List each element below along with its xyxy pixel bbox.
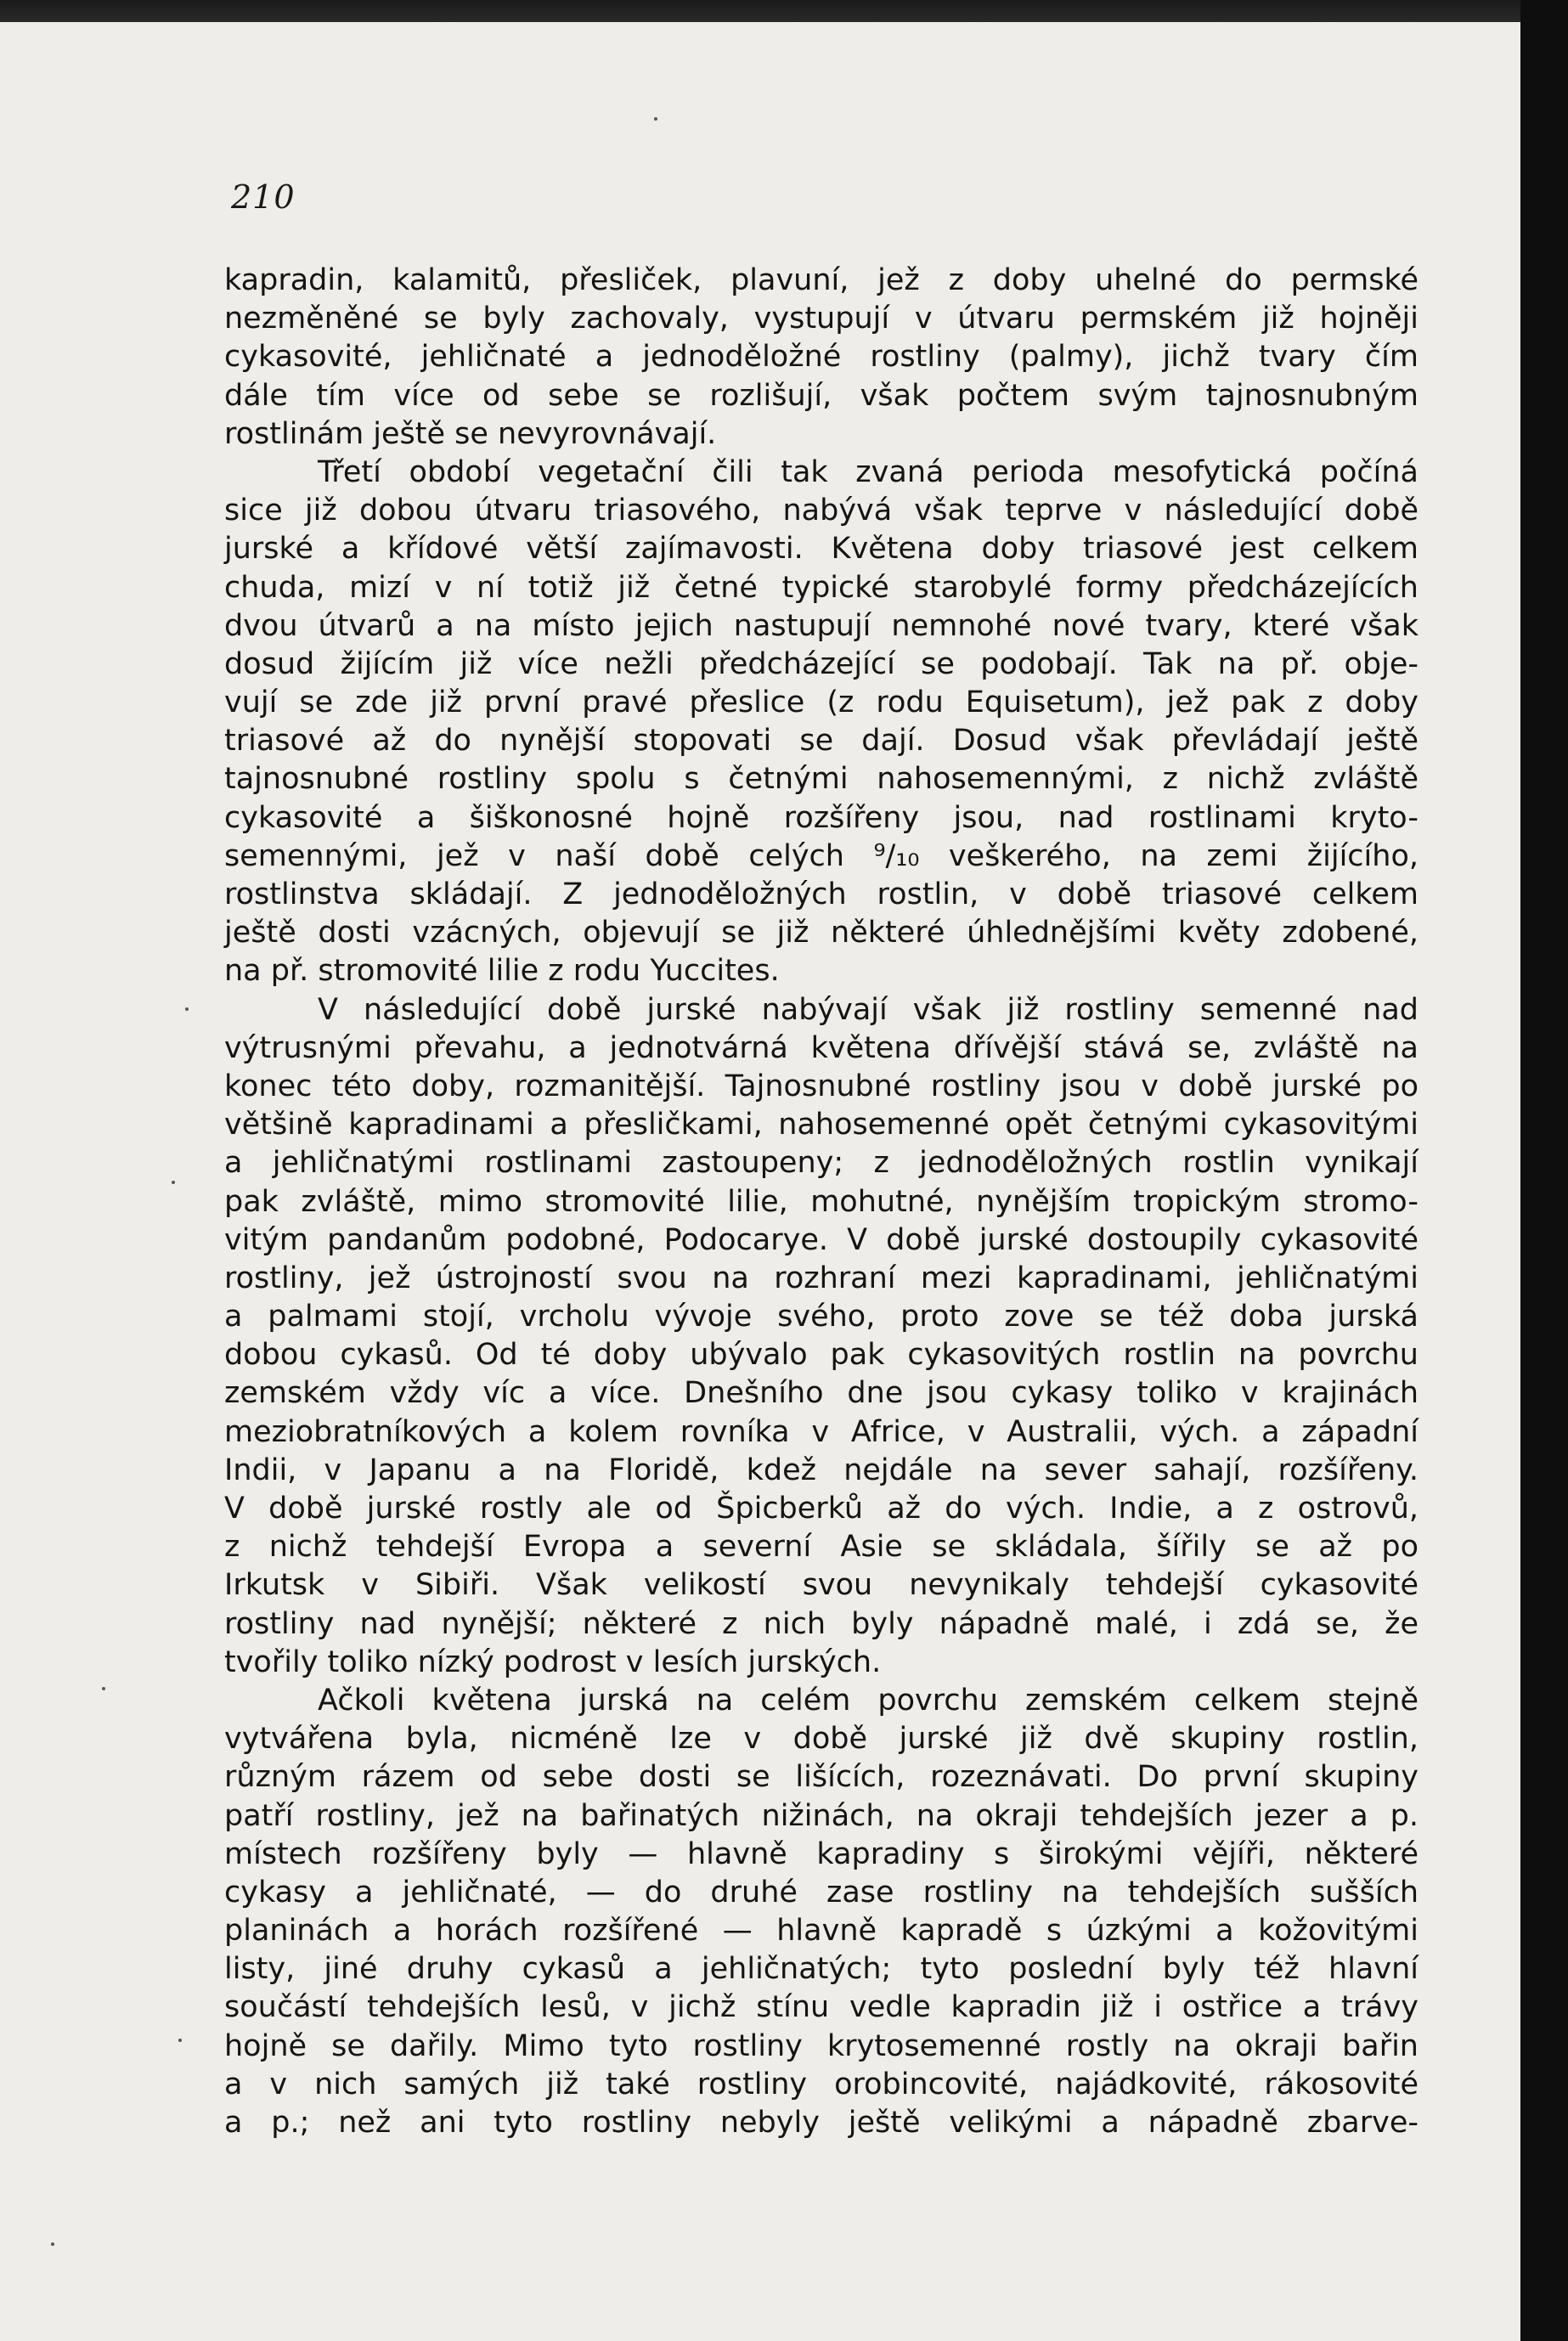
text-line: dosud žijícím již více nežli předcházející se podobají. Tak na př. obje- <box>224 646 1419 681</box>
text-line: listy, jiné druhy cykasů a jehličnatých; tyto poslední byly též hlavní <box>224 1952 1419 1987</box>
text-line: rostlinstva skládají. Z jednoděložných rostlin, v době triasové celkem <box>224 877 1419 911</box>
text-line: ještě dosti vzácných, objevují se již některé úhlednějšími květy zdobené, <box>224 916 1419 951</box>
text-line: hojně se dařily. Mimo tyto rostliny krytosemenné rostly na okraji bařin <box>224 2028 1419 2063</box>
text-line: z nichž tehdejší Evropa a severní Asie se skládala, šířily se až po <box>224 1530 1419 1565</box>
text-line: cykasy a jehličnaté, — do druhé zase rostliny na tehdejších sušších <box>224 1875 1419 1909</box>
text-line: různým rázem od sebe dosti se lišících, rozeznávati. Do první skupiny <box>224 1760 1419 1795</box>
text-line: sice již dobou útvaru triasového, nabývá však teprve v následující době <box>224 494 1419 528</box>
text-line: místech rozšířeny byly — hlavně kapradiny s širokými vějíři, některé <box>224 1836 1419 1871</box>
text-line: cykasovité, jehličnaté a jednoděložné rostliny (palmy), jichž tvary čím <box>224 340 1419 375</box>
text-line: Irkutsk v Sibiři. Však velikostí svou nevynikaly tehdejší cykasovité <box>224 1568 1419 1603</box>
text-line: většině kapradinami a přesličkami, nahosemenné opět četnými cykasovitými <box>224 1108 1419 1142</box>
text-line: konec této doby, rozmanitější. Tajnosnubné rostliny jsou v době jurské po <box>224 1069 1419 1103</box>
text-line: a palmami stojí, vrcholu vývoje svého, proto zove se též doba jurská <box>224 1300 1419 1334</box>
text-line: triasové až do nynější stopovati se dají. Dosud však převládají ještě <box>224 724 1419 759</box>
text-line: Třetí období vegetační čili tak zvaná perioda mesofytická počíná <box>318 454 1419 489</box>
scan-top-edge <box>0 0 1568 22</box>
text-line: rostlinám ještě se nevyrovnávají. <box>224 416 717 451</box>
text-line: a p.; než ani tyto rostliny nebyly ještě velikými a nápadně zbarve- <box>224 2106 1419 2140</box>
text-line: zemském vždy víc a více. Dnešního dne jsou cykasy toliko v krajinách <box>224 1376 1419 1411</box>
text-line: cykasovité a šiškonosné hojně rozšířeny jsou, nad rostlinami kryto- <box>224 800 1419 835</box>
text-line: výtrusnými převahu, a jednotvárná květena dřívější stává se, zvláště na <box>224 1030 1419 1065</box>
text-line: a v nich samých již také rostliny orobincovité, najádkovité, rákosovité <box>224 2067 1419 2101</box>
text-line: semennými, jež v naší době celých ⁹/₁₀ veškerého, na zemi žijícího, <box>224 838 1419 873</box>
body-text <box>224 262 1419 2142</box>
text-line: součástí tehdejších lesů, v jichž stínu vedle kapradin již i ostřice a trávy <box>224 1990 1419 2025</box>
scan-right-edge <box>1520 0 1568 2341</box>
text-line: tvořily toliko nízký podrost v lesích jurských. <box>224 1644 882 1679</box>
text-line: dále tím více od sebe se rozlišují, však počtem svým tajnosnubným <box>224 378 1419 413</box>
text-line: tajnosnubné rostliny spolu s četnými nahosemennými, z nichž zvláště <box>224 762 1419 797</box>
text-line: vitým pandanům podobné, Podocarye. V době jurské dostoupily cykasovité <box>224 1222 1419 1257</box>
text-line: meziobratníkových a kolem rovníka v Africe, v Australii, vých. a západní <box>224 1414 1419 1449</box>
text-line: rostliny nad nynější; některé z nich byly nápadně malé, i zdá se, že <box>224 1606 1419 1641</box>
page-number: 210 <box>231 178 296 216</box>
text-line: vují se zde již první pravé přeslice (z rodu Equisetum), jež pak z doby <box>224 685 1419 720</box>
text-line: nezměněné se byly zachovaly, vystupují v útvaru permském již hojněji <box>224 302 1419 336</box>
text-line: V době jurské rostly ale od Špicberků až do vých. Indie, a z ostrovů, <box>224 1492 1419 1526</box>
text-line: V následující době jurské nabývají však již rostliny semenné nad <box>318 992 1419 1027</box>
text-line: patří rostliny, jež na bařinatých nižinách, na okraji tehdejších jezer a p. <box>224 1798 1419 1833</box>
text-line: vytvářena byla, nicméně lze v době jurské již dvě skupiny rostlin, <box>224 1722 1419 1757</box>
text-line: na př. stromovité lilie z rodu Yuccites. <box>224 954 780 989</box>
text-line: a jehličnatými rostlinami zastoupeny; z jednoděložných rostlin vynikají <box>224 1146 1419 1181</box>
text-line: dobou cykasů. Od té doby ubývalo pak cykasovitých rostlin na povrchu <box>224 1338 1419 1373</box>
text-line: kapradin, kalamitů, přesliček, plavuní, jež z doby uhelné do permské <box>224 263 1419 297</box>
text-line: Indii, v Japanu a na Floridě, kdež nejdále na sever sahají, rozšířeny. <box>224 1453 1419 1487</box>
text-line: dvou útvarů a na místo jejich nastupují nemnohé nové tvary, které však <box>224 608 1419 643</box>
text-line: Ačkoli květena jurská na celém povrchu zemském celkem stejně <box>318 1683 1419 1718</box>
text-line: jurské a křídové větší zajímavosti. Květena doby triasové jest celkem <box>224 532 1419 567</box>
text-line: pak zvláště, mimo stromovité lilie, mohutné, nynějším tropickým stromo- <box>224 1184 1419 1219</box>
text-line: rostliny, jež ústrojností svou na rozhraní mezi kapradinami, jehličnatými <box>224 1261 1419 1295</box>
text-line: planinách a horách rozšířené — hlavně kapradě s úzkými a kožovitými <box>224 1914 1419 1949</box>
text-line: chuda, mizí v ní totiž již četné typické starobylé formy předcházejících <box>224 570 1419 605</box>
